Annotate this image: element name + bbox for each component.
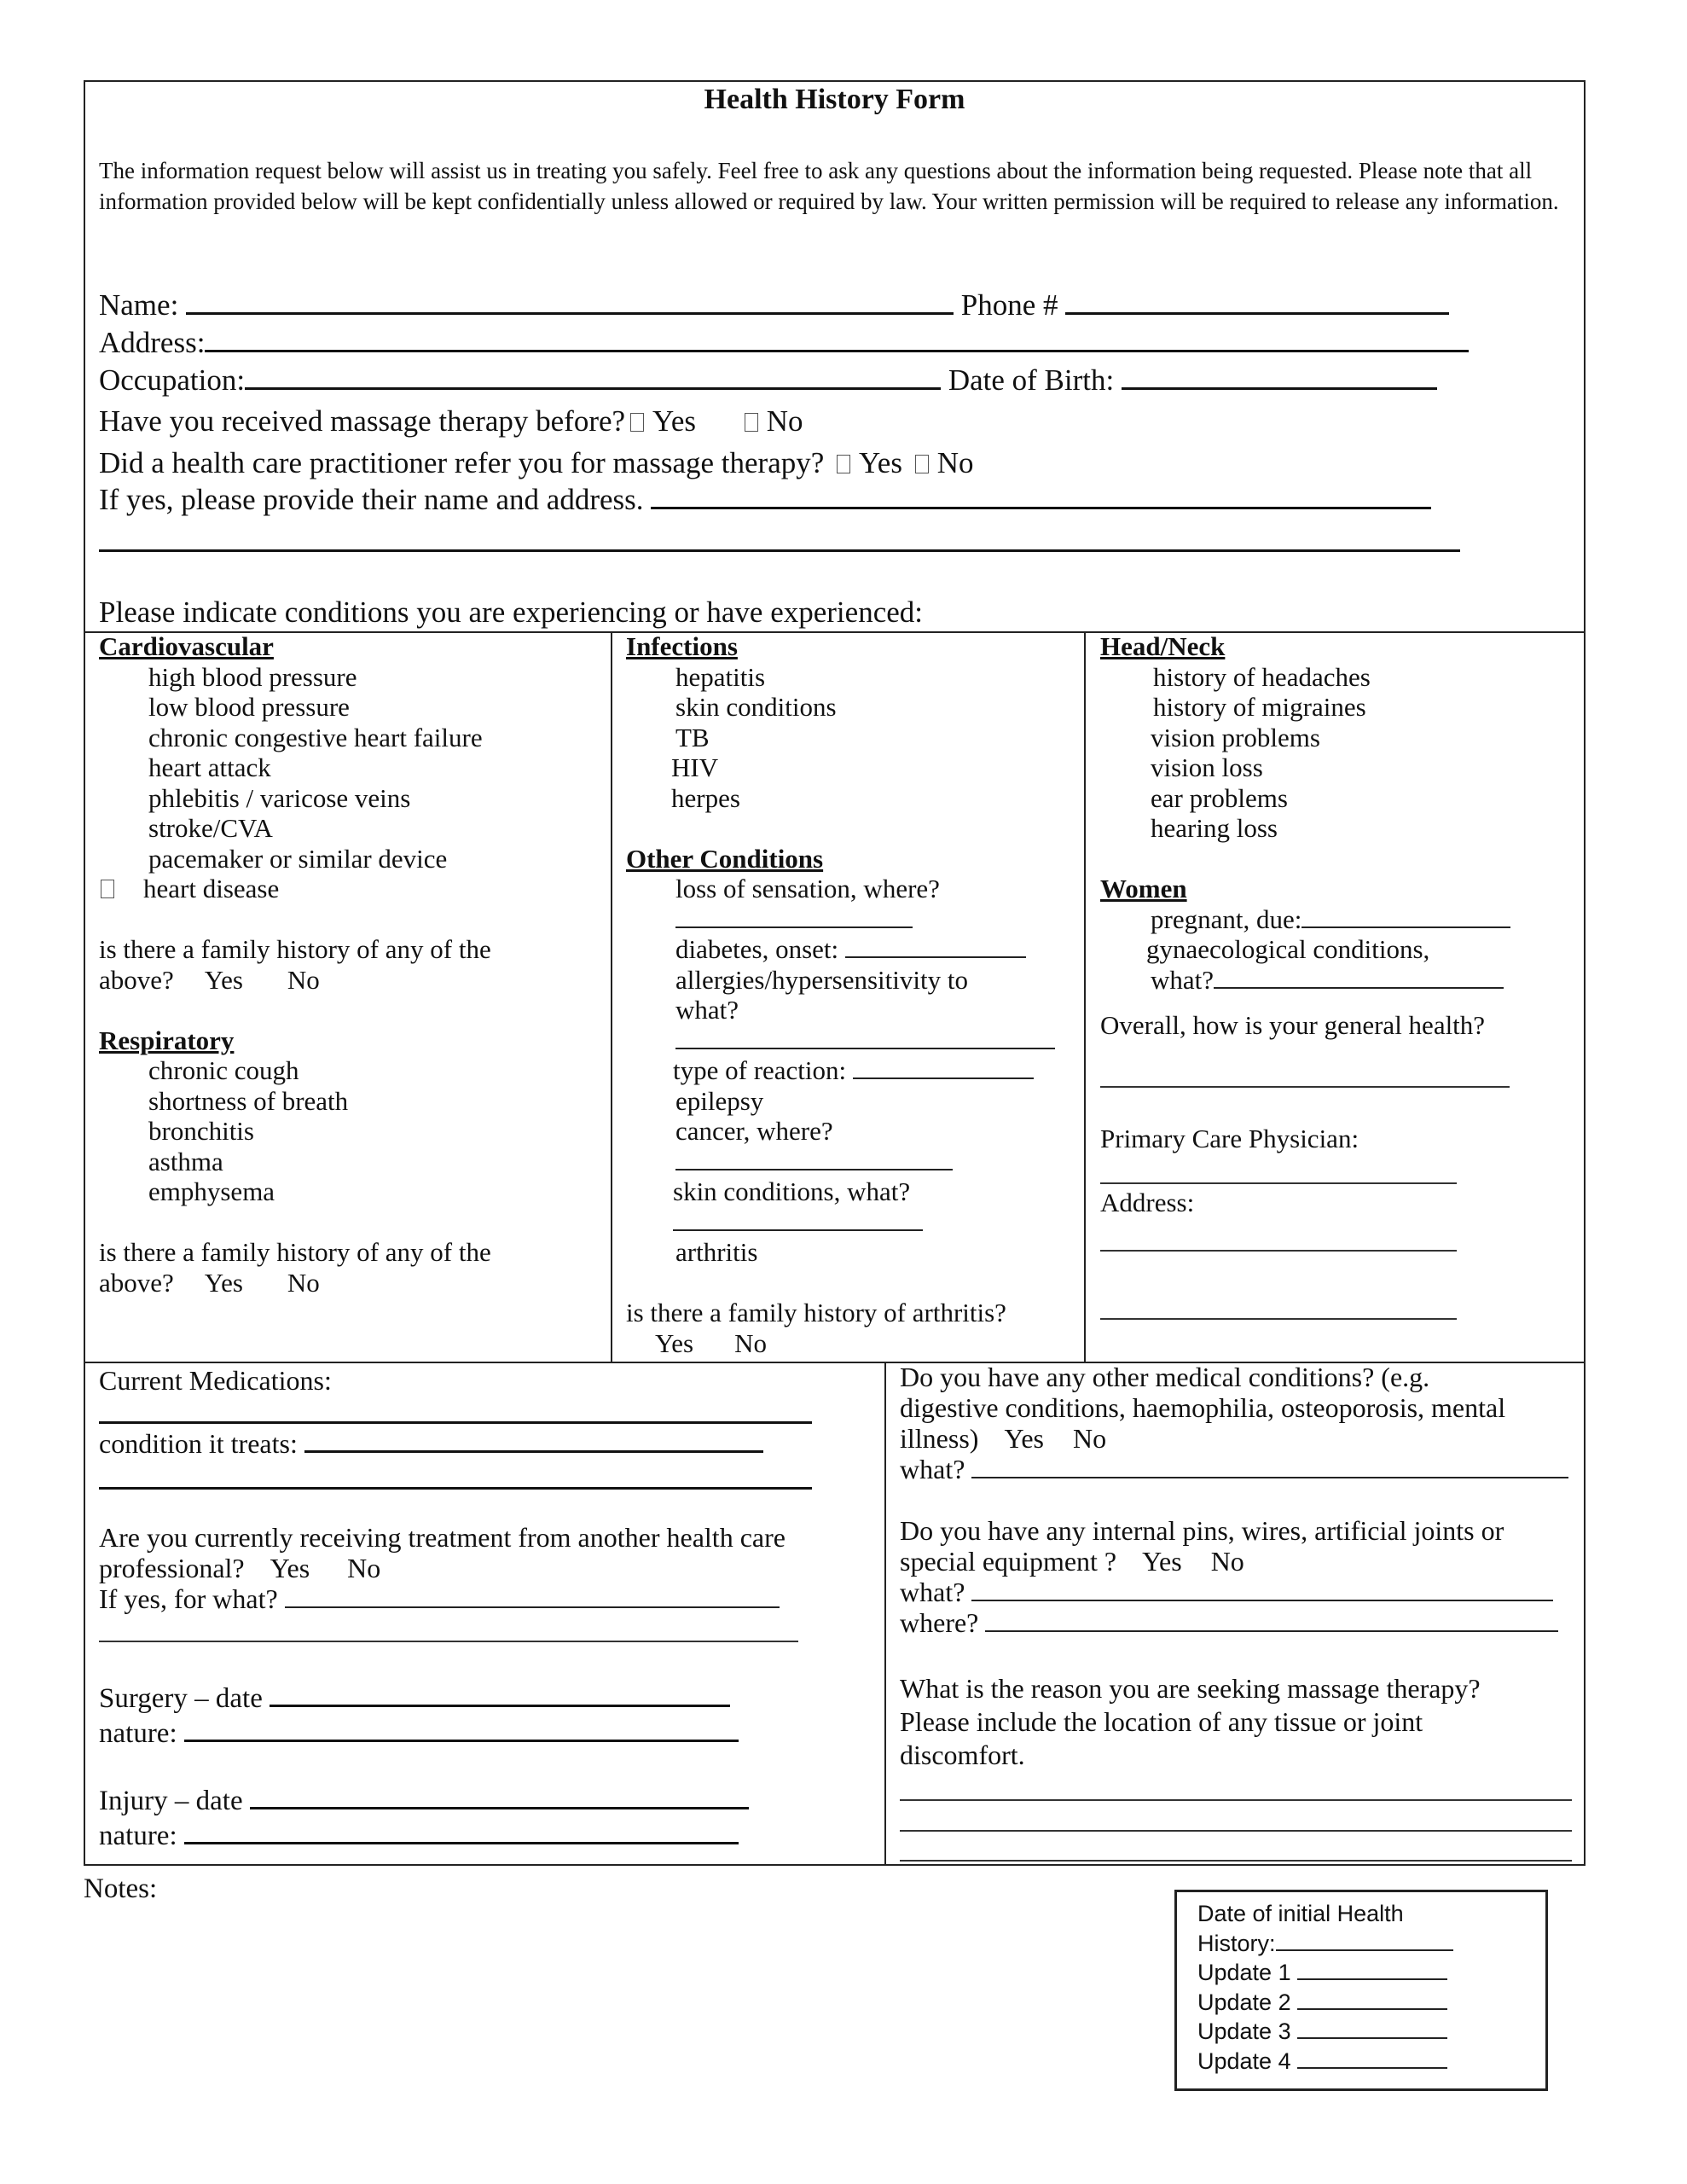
heart-disease-row xyxy=(99,874,491,904)
phone-field[interactable] xyxy=(1065,288,1449,315)
other-medical-answer-row xyxy=(900,1423,1568,1454)
update-label: Update 3 xyxy=(1197,2018,1291,2044)
infections-section xyxy=(626,631,1055,1358)
update-field[interactable] xyxy=(1297,1958,1447,1980)
physician-label: Primary Care Physician: xyxy=(1100,1124,1359,1153)
condition-item[interactable]: bronchitis xyxy=(148,1116,254,1146)
update-label: Update 1 xyxy=(1197,1960,1291,1985)
condition-item[interactable]: chronic congestive heart failure xyxy=(148,722,483,752)
gynaecological-what: what? xyxy=(1151,964,1215,995)
loss-of-sensation-item[interactable]: loss of sensation, where? xyxy=(675,874,940,903)
name-label: Name: xyxy=(99,288,179,322)
condition-item[interactable]: vision problems xyxy=(1151,722,1320,752)
condition-item[interactable]: heart attack xyxy=(148,752,271,782)
skin-conditions-item[interactable]: skin conditions, what? xyxy=(673,1176,911,1206)
physician-address-label: Address: xyxy=(1100,1188,1195,1217)
condition-item[interactable]: herpes xyxy=(671,782,740,813)
diabetes-item[interactable]: diabetes, onset: xyxy=(675,934,839,964)
gynaecological-item[interactable]: gynaecological conditions, xyxy=(1146,934,1430,964)
update-row xyxy=(1197,2017,1453,2047)
condition-treats-label: condition it treats: xyxy=(99,1428,298,1459)
treatment-question: Are you currently receiving treatment from another health care xyxy=(99,1522,786,1553)
arthritis-item[interactable]: arthritis xyxy=(675,1237,758,1267)
update-field[interactable] xyxy=(1297,2017,1447,2039)
no-label: No xyxy=(936,446,974,479)
condition-item[interactable]: skin conditions xyxy=(675,692,837,722)
condition-item[interactable]: TB xyxy=(675,722,710,752)
pregnant-due-field[interactable] xyxy=(1301,904,1510,928)
condition-item[interactable]: phlebitis / varicose veins xyxy=(148,782,411,813)
medications-label: Current Medications: xyxy=(99,1365,332,1396)
treatment-no[interactable]: No xyxy=(347,1553,381,1583)
skin-conditions-field[interactable] xyxy=(673,1207,923,1231)
notes-label: Notes: xyxy=(84,1873,158,1904)
family-history-answer-row xyxy=(99,965,491,996)
physician-address-field-2[interactable] xyxy=(1100,1318,1457,1320)
referral-details-line-2[interactable] xyxy=(99,549,1460,552)
phone-label: Phone # xyxy=(960,288,1058,322)
pins-where-row xyxy=(900,1607,1568,1638)
for-what-label: If yes, for what? xyxy=(99,1583,278,1614)
physician-field[interactable] xyxy=(1100,1182,1457,1184)
pregnant-item[interactable]: pregnant, due: xyxy=(1151,903,1302,934)
head-neck-heading: Head/Neck xyxy=(1100,631,1226,661)
surgery-date-row xyxy=(99,1681,749,1716)
conditions-divider-1 xyxy=(611,631,612,1362)
address-row xyxy=(99,324,1469,362)
address-field[interactable] xyxy=(205,326,1469,352)
condition-item[interactable]: shortness of breath xyxy=(148,1085,349,1116)
referral-details-field[interactable] xyxy=(651,483,1431,509)
other-medical-what-field[interactable] xyxy=(971,1455,1568,1478)
family-history-yes[interactable]: Yes xyxy=(204,964,243,995)
condition-item[interactable]: chronic cough xyxy=(148,1055,299,1085)
surgery-nature-row xyxy=(99,1716,749,1751)
surgery-nature-field[interactable] xyxy=(184,1716,739,1742)
pins-what-field[interactable] xyxy=(971,1577,1553,1601)
for-what-field[interactable] xyxy=(285,1584,780,1608)
reason-question-3: discomfort. xyxy=(900,1740,1025,1770)
condition-item[interactable]: heart disease xyxy=(143,874,280,903)
condition-item[interactable]: HIV xyxy=(671,752,719,782)
injury-date-field[interactable] xyxy=(250,1783,749,1809)
condition-treats-field[interactable] xyxy=(304,1426,763,1453)
intro-paragraph: The information request below will assist us in treating you safely. Feel free to ask any questions about the information being requested. Please note that all information provided below will be kept confidentially unless allowed or required by law. Your written permission will be required to release any information. xyxy=(99,158,1559,214)
surgery-date-field[interactable] xyxy=(270,1681,730,1707)
other-medical-question-2: digestive conditions, haemophilia, osteoporosis, mental xyxy=(900,1392,1506,1423)
update-row xyxy=(1197,1958,1453,1988)
initial-date-field[interactable] xyxy=(1276,1929,1453,1951)
referral-yes-checkbox[interactable] xyxy=(837,455,850,473)
surgery-date-label: Surgery – date xyxy=(99,1683,263,1714)
other-medical-what-label: what? xyxy=(900,1454,965,1484)
family-arthritis-answer-row xyxy=(626,1328,1055,1359)
injury-nature-row xyxy=(99,1818,749,1853)
epilepsy-item[interactable]: epilepsy xyxy=(675,1085,764,1116)
condition-item[interactable]: low blood pressure xyxy=(148,692,350,722)
condition-item[interactable]: vision loss xyxy=(1151,752,1263,782)
update-label: Update 4 xyxy=(1197,2048,1291,2074)
dob-field[interactable] xyxy=(1122,363,1437,390)
massage-before-row xyxy=(99,403,803,440)
occupation-row xyxy=(99,362,1437,399)
update-field[interactable] xyxy=(1297,2047,1447,2069)
pins-where-label: where? xyxy=(900,1607,979,1638)
pregnant-row xyxy=(1100,904,1510,935)
pins-what-row xyxy=(900,1577,1568,1607)
overall-health-question: Overall, how is your general health? xyxy=(1100,1010,1486,1040)
for-what-field-2[interactable] xyxy=(99,1641,798,1642)
cardiovascular-section xyxy=(99,631,491,1298)
family-arthritis-yes[interactable]: Yes xyxy=(655,1327,694,1358)
family-history-question: is there a family history of any of the xyxy=(99,934,491,964)
update-field[interactable] xyxy=(1297,1988,1447,2010)
reaction-label: type of reaction: xyxy=(673,1055,847,1085)
referral-details-row xyxy=(99,481,1431,519)
lower-divider xyxy=(884,1362,886,1866)
family-arthritis-no[interactable]: No xyxy=(734,1327,767,1358)
condition-item[interactable]: pacemaker or similar device xyxy=(148,843,448,874)
other-medical-block xyxy=(900,1362,1568,1638)
yes-label: Yes xyxy=(652,404,696,438)
update-row xyxy=(1197,1988,1453,2018)
yes-label: Yes xyxy=(859,446,902,479)
referral-question: Did a health care practitioner refer you for massage therapy? xyxy=(99,446,825,479)
no-label: No xyxy=(766,404,803,438)
gynaecological-row xyxy=(1100,965,1510,996)
condition-item[interactable]: hepatitis xyxy=(675,661,766,692)
update-label: Update 2 xyxy=(1197,1989,1291,2015)
occupation-label: Occupation: xyxy=(99,363,246,397)
cancer-item[interactable]: cancer, where? xyxy=(675,1116,833,1146)
surgery-block xyxy=(99,1681,749,1853)
treatment-answer-row xyxy=(99,1553,786,1583)
condition-item[interactable]: history of headaches xyxy=(1153,661,1371,692)
form-title: Health History Form xyxy=(704,84,965,115)
head-neck-section xyxy=(1100,631,1510,1041)
condition-item[interactable]: history of migraines xyxy=(1153,692,1366,722)
massage-before-no-checkbox[interactable] xyxy=(745,413,758,432)
conditions-divider-2 xyxy=(1084,631,1086,1362)
initial-date-label-2: History: xyxy=(1197,1930,1276,1956)
reason-field-3[interactable] xyxy=(900,1860,1572,1862)
pins-what-label: what? xyxy=(900,1577,965,1607)
name-field[interactable] xyxy=(186,288,954,315)
referral-no-checkbox[interactable] xyxy=(915,455,929,473)
other-medical-yes[interactable]: Yes xyxy=(1004,1423,1044,1454)
condition-item[interactable]: asthma xyxy=(148,1146,223,1176)
family-arthritis-question: is there a family history of arthritis? xyxy=(626,1298,1006,1327)
condition-item[interactable]: emphysema xyxy=(148,1176,275,1206)
condition-treats-row xyxy=(99,1425,763,1462)
diabetes-onset-field[interactable] xyxy=(845,934,1026,958)
respiratory-heading: Respiratory xyxy=(99,1025,235,1055)
conditions-prompt: Please indicate conditions you are experiencing or have experienced: xyxy=(99,595,923,629)
address-label: Address: xyxy=(99,326,206,359)
dob-label: Date of Birth: xyxy=(948,363,1115,397)
update-row xyxy=(1197,2047,1453,2077)
massage-before-yes-checkbox[interactable] xyxy=(630,413,644,432)
family-history-no[interactable]: No xyxy=(287,1267,320,1298)
injury-nature-label: nature: xyxy=(99,1821,177,1851)
name-row xyxy=(99,287,1449,324)
update-box-content xyxy=(1197,1900,1453,2076)
gynaecological-field[interactable] xyxy=(1214,965,1504,989)
reason-block xyxy=(900,1672,1481,1772)
pins-no[interactable]: No xyxy=(1210,1546,1244,1577)
injury-date-row xyxy=(99,1783,749,1818)
family-history-answer-row xyxy=(99,1268,491,1298)
pins-where-field[interactable] xyxy=(985,1608,1558,1632)
reason-field-1[interactable] xyxy=(900,1799,1572,1801)
reason-question: What is the reason you are seeking massage therapy? xyxy=(900,1673,1481,1704)
allergies-item-what: what? xyxy=(675,995,739,1025)
occupation-field[interactable] xyxy=(245,363,941,390)
cardiovascular-heading: Cardiovascular xyxy=(99,631,274,661)
referral-details-label: If yes, please provide their name and address. xyxy=(99,483,644,516)
injury-date-label: Injury – date xyxy=(99,1786,243,1816)
condition-item[interactable]: high blood pressure xyxy=(148,661,357,692)
condition-item[interactable]: hearing loss xyxy=(1151,813,1278,843)
heart-disease-checkbox[interactable] xyxy=(101,880,114,898)
reaction-field[interactable] xyxy=(853,1055,1034,1079)
pins-yes[interactable]: Yes xyxy=(1142,1546,1182,1577)
condition-treats-field-2[interactable] xyxy=(99,1487,812,1490)
reason-question-2: Please include the location of any tissue or joint xyxy=(900,1706,1423,1737)
skin-field-row xyxy=(626,1207,1055,1238)
pins-answer-row xyxy=(900,1546,1568,1577)
pins-question: Do you have any internal pins, wires, artificial joints or xyxy=(900,1515,1504,1546)
reason-field-2[interactable] xyxy=(900,1830,1572,1832)
treatment-question-end: professional? xyxy=(99,1553,245,1583)
surgery-nature-label: nature: xyxy=(99,1718,177,1749)
massage-before-question: Have you received massage therapy before? xyxy=(99,404,626,438)
physician-address-field-1[interactable] xyxy=(1100,1250,1457,1252)
cancer-field[interactable] xyxy=(675,1147,953,1170)
overall-health-field[interactable] xyxy=(1100,1086,1510,1088)
diabetes-row xyxy=(626,934,1055,965)
family-history-question-end: above? xyxy=(99,964,174,995)
initial-date-label: Date of initial Health xyxy=(1197,1901,1404,1926)
treatment-block xyxy=(99,1522,786,1614)
loss-of-sensation-field[interactable] xyxy=(675,904,913,928)
condition-item[interactable]: stroke/CVA xyxy=(148,813,273,843)
other-conditions-heading: Other Conditions xyxy=(626,843,824,874)
injury-nature-field[interactable] xyxy=(184,1818,739,1844)
loss-of-sensation-field-row xyxy=(626,904,1055,935)
for-what-row xyxy=(99,1583,786,1614)
allergies-field[interactable] xyxy=(675,1025,1055,1049)
other-medical-question-3: illness) xyxy=(900,1423,979,1454)
women-heading: Women xyxy=(1100,874,1187,903)
pins-question-2: special equipment ? xyxy=(900,1546,1117,1577)
allergies-item[interactable]: allergies/hypersensitivity to xyxy=(675,964,968,995)
family-history-question-end: above? xyxy=(99,1267,174,1298)
reaction-row xyxy=(626,1055,1055,1086)
other-medical-no[interactable]: No xyxy=(1073,1423,1107,1454)
other-medical-what-row xyxy=(900,1454,1568,1484)
cancer-field-row xyxy=(626,1147,1055,1177)
allergies-field-row xyxy=(626,1025,1055,1056)
condition-item[interactable]: ear problems xyxy=(1151,782,1288,813)
family-history-yes[interactable]: Yes xyxy=(204,1267,243,1298)
medications-field[interactable] xyxy=(99,1421,812,1424)
family-history-question: is there a family history of any of the xyxy=(99,1237,491,1267)
treatment-yes[interactable]: Yes xyxy=(270,1553,310,1583)
family-history-no[interactable]: No xyxy=(287,964,320,995)
other-medical-question: Do you have any other medical conditions? (e.g. xyxy=(900,1362,1430,1392)
infections-heading: Infections xyxy=(626,631,738,661)
referral-row xyxy=(99,444,974,482)
initial-date-row xyxy=(1197,1929,1453,1959)
